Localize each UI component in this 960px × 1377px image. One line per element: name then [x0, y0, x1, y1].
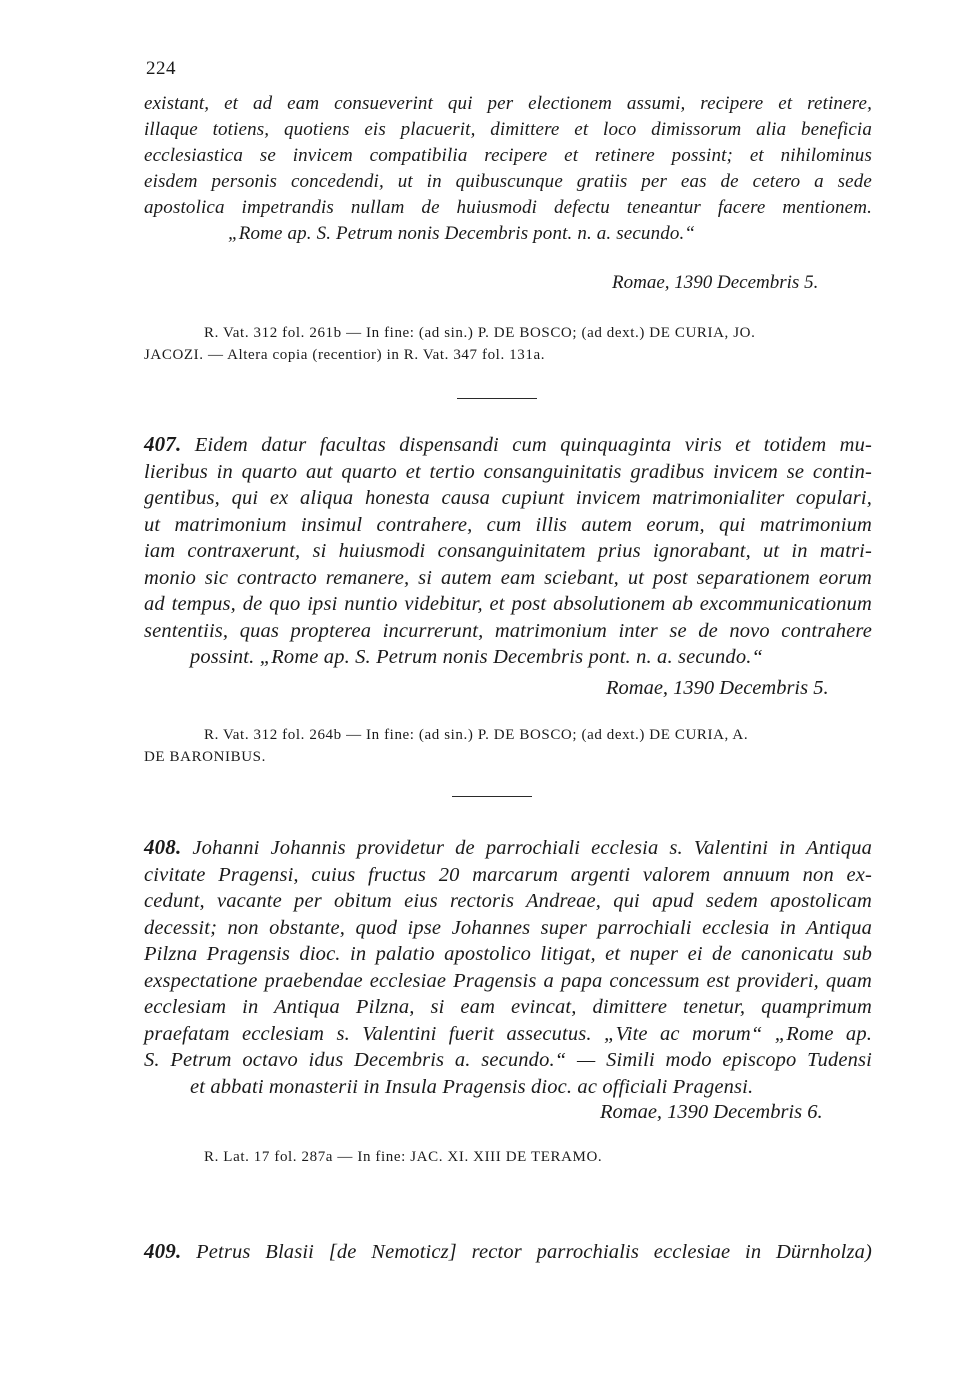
text-span: Petrus Blasii [de Nemoticz] rector parrochialis ecclesiae in Dürnholza): [196, 1241, 872, 1263]
text-line: [144, 431, 872, 459]
text-line: S. Petrum octavo idus Decembris a. secundo.“ — Simili modo episcopo Tudensi: [144, 1049, 872, 1071]
text-line: civitate Pragensi, cuius fructus 20 marcarum argenti valorem annuum non ex-: [144, 863, 872, 886]
source-line: DE BARONIBUS.: [144, 749, 266, 765]
text-line: cedunt, vacante per obitum eius rectoris Andreae, qui apud sedem apostolicam: [144, 890, 872, 912]
entry-406-source: [144, 322, 872, 366]
entry-409: [144, 1238, 872, 1266]
text-line: ecclesiam in Antiqua Pilzna, si eam evincat, dimittere tenetur, quamprimum: [144, 996, 872, 1018]
source-line: R. Vat. 312 fol. 261b — In fine: (ad sin.) P. DE BOSCO; (ad dext.) DE CURIA, JO.: [204, 325, 756, 341]
text-line: et abbati monasterii in Insula Pragensis dioc. ac officiali Pragensi.: [190, 1075, 754, 1098]
entry-407-source: [144, 724, 872, 768]
entry-408-date: Romae, 1390 Decembris 6.: [600, 1101, 823, 1123]
source-line: JACOZI. — Altera copia (recentior) in R. Vat. 347 fol. 131a.: [144, 347, 546, 363]
text-span: Eidem datur facultas dispensandi cum quinquaginta viris et totidem mu-: [194, 434, 872, 456]
text-line: „Rome ap. S. Petrum nonis Decembris pont. n. a. secundo.“: [228, 223, 696, 244]
text-line: ad tempus, de quo ipsi nuntio videbitur, et post absolutionem ab excommunicationum: [144, 593, 872, 615]
text-line: exspectatione praebendae ecclesiae Pragensis a papa concessum est provideri, quam: [144, 969, 872, 992]
section-divider: [452, 796, 532, 797]
text-line: Pilzna Pragensis dioc. in palatio apostolico litigat, et nuper ei de canonicatu sub: [144, 943, 872, 965]
entry-408: [144, 834, 872, 1100]
entry-406-date: Romae, 1390 Decembris 5.: [612, 272, 819, 293]
source-line: R. Vat. 312 fol. 264b — In fine: (ad sin.) P. DE BOSCO; (ad dext.) DE CURIA, A.: [204, 727, 749, 743]
text-line: illaque totiens, quotiens eis placuerit, dimittere et loco dimissorum alia beneficia: [144, 119, 872, 140]
source-line: R. Lat. 17 fol. 287a — In fine: JAC. XI. XIII DE TERAMO.: [204, 1149, 603, 1165]
entry-407: [144, 431, 872, 671]
text-line: existant, et ad eam consueverint qui per electionem assumi, recipere et retinere,: [144, 93, 872, 114]
text-line: ut matrimonium insimul contrahere, cum illis autem eorum, qui matrimonium: [144, 513, 872, 536]
entry-407-date: Romae, 1390 Decembris 5.: [606, 677, 829, 699]
text-line: [144, 1238, 872, 1266]
text-line: gentibus, qui ex aliqua honesta causa cupiunt invicem matrimonialiter copulari,: [144, 487, 872, 509]
text-span: Johanni Johannis providetur de parrochiali ecclesia s. Valentini in Antiqua: [192, 837, 872, 859]
entry-408-source: [144, 1146, 872, 1168]
text-line: ecclesiastica se invicem compatibilia recipere et retinere possint; et nihilominus: [144, 145, 872, 166]
text-line: monio sic contracto remanere, si autem eam sciebant, ut post separationem eorum: [144, 566, 872, 589]
entry-number: 409.: [144, 1239, 182, 1263]
text-line: praefatam ecclesiam s. Valentini fuerit assecutus. „Vite ac morum“ „Rome ap.: [144, 1022, 872, 1045]
text-line: decessit; non obstante, quod ipse Johannes super parrochiali ecclesia in Antiqua: [144, 916, 872, 939]
entry-number: 408.: [144, 835, 182, 859]
entry-number: 407.: [144, 432, 182, 456]
page-number: 224: [146, 58, 176, 79]
text-line: eisdem personis concedendi, ut in quibuscunque gratiis per eas de cetero a sede: [144, 171, 872, 192]
text-line: [144, 834, 872, 862]
entry-406-text: [144, 91, 872, 247]
text-line: apostolica impetrandis nullam de huiusmodi defectu teneantur facere mentionem.: [144, 197, 872, 218]
text-line: possint. „Rome ap. S. Petrum nonis Decembris pont. n. a. secundo.“: [190, 646, 764, 668]
text-line: lieribus in quarto aut quarto et tertio consanguinitatis gradibus invicem se contin-: [144, 460, 872, 483]
text-line: iam contraxerunt, si huiusmodi consanguinitatem prius ignorabant, ut in matri-: [144, 540, 872, 562]
text-line: sententiis, quas propterea incurrerunt, matrimonium inter se de novo contrahere: [144, 619, 872, 642]
section-divider: [457, 398, 537, 399]
